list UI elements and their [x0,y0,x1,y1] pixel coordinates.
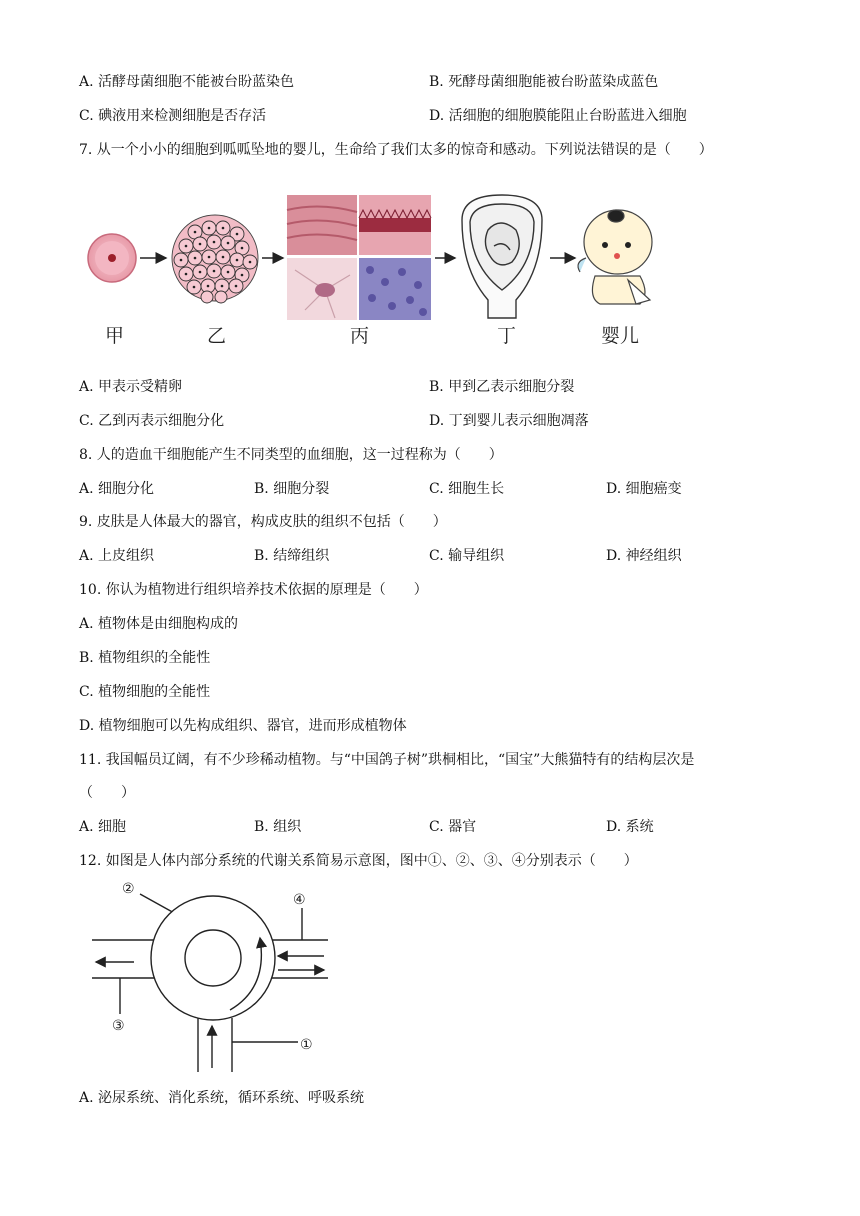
q7-option-a: A. 甲表示受精卵 [79,379,183,395]
cell-mass-image [172,215,258,303]
mark-3: ③ [112,1018,125,1034]
q11-option-d: D. 系统 [606,819,654,835]
q11-stem-blank: （ ） [79,785,135,801]
q6-option-b: B. 死酵母菌细胞能被台盼蓝染成蓝色 [429,74,659,90]
q8-option-c: C. 细胞生长 [429,481,505,497]
q8-option-a: A. 细胞分化 [79,481,155,497]
q10-stem: 10. 你认为植物进行组织培养技术依据的原理是（ ） [79,582,428,598]
label-jia: 甲 [105,325,125,347]
q6-option-c: C. 碘液用来检测细胞是否存活 [79,108,267,124]
q10-option-a: A. 植物体是由细胞构成的 [79,616,239,632]
development-figure [80,190,680,350]
q8-option-b: B. 细胞分裂 [254,481,330,497]
q9-stem: 9. 皮肤是人体最大的器官，构成皮肤的组织不包括（ ） [79,514,447,530]
mark-2: ② [122,881,135,897]
q9-option-d: D. 神经组织 [606,548,682,564]
q9-option-a: A. 上皮组织 [79,548,155,564]
q6-option-d: D. 活细胞的细胞膜能阻止台盼蓝进入细胞 [429,108,687,124]
q6-option-a: A. 活酵母菌细胞不能被台盼蓝染色 [79,74,295,90]
q7-stem: 7. 从一个小小的细胞到呱呱坠地的婴儿，生命给了我们太多的惊奇和感动。下列说法错误的是（ ） [79,142,713,158]
q8-option-d: D. 细胞癌变 [606,481,682,497]
q9-option-c: C. 输导组织 [429,548,505,564]
label-bing: 丙 [350,325,370,347]
q10-option-d: D. 植物细胞可以先构成组织、器官，进而形成植物体 [79,718,407,734]
mark-4: ④ [293,892,306,908]
mark-1: ① [300,1037,313,1053]
q11-option-c: C. 器官 [429,819,477,835]
metabolism-figure [88,878,338,1074]
fetus-image [462,195,542,318]
label-baby: 婴儿 [601,325,640,347]
q9-option-b: B. 结缔组织 [254,548,330,564]
label-yi: 乙 [207,325,227,347]
q10-option-b: B. 植物组织的全能性 [79,650,211,666]
q7-option-c: C. 乙到丙表示细胞分化 [79,413,225,429]
zygote-image [88,234,136,282]
q11-option-b: B. 组织 [254,819,302,835]
q7-option-d: D. 丁到婴儿表示细胞凋落 [429,413,589,429]
q12-option-a: A. 泌尿系统、消化系统，循环系统、呼吸系统 [79,1090,365,1106]
q10-option-c: C. 植物细胞的全能性 [79,684,211,700]
q7-option-b: B. 甲到乙表示细胞分裂 [429,379,575,395]
q12-stem: 12. 如图是人体内部分系统的代谢关系简易示意图，图中①、②、③、④分别表示（ ） [79,853,638,869]
tissue-images [287,195,431,320]
development-diagram [80,190,680,350]
q11-option-a: A. 细胞 [79,819,127,835]
q8-stem: 8. 人的造血干细胞能产生不同类型的血细胞，这一过程称为（ ） [79,447,503,463]
label-ding: 丁 [497,325,517,347]
metabolism-diagram [88,878,338,1074]
q11-stem: 11. 我国幅员辽阔，有不少珍稀动植物。与“中国鸽子树”珙桐相比，“国宝”大熊猫特有的结构层次是 [79,752,695,768]
baby-image [578,210,652,304]
